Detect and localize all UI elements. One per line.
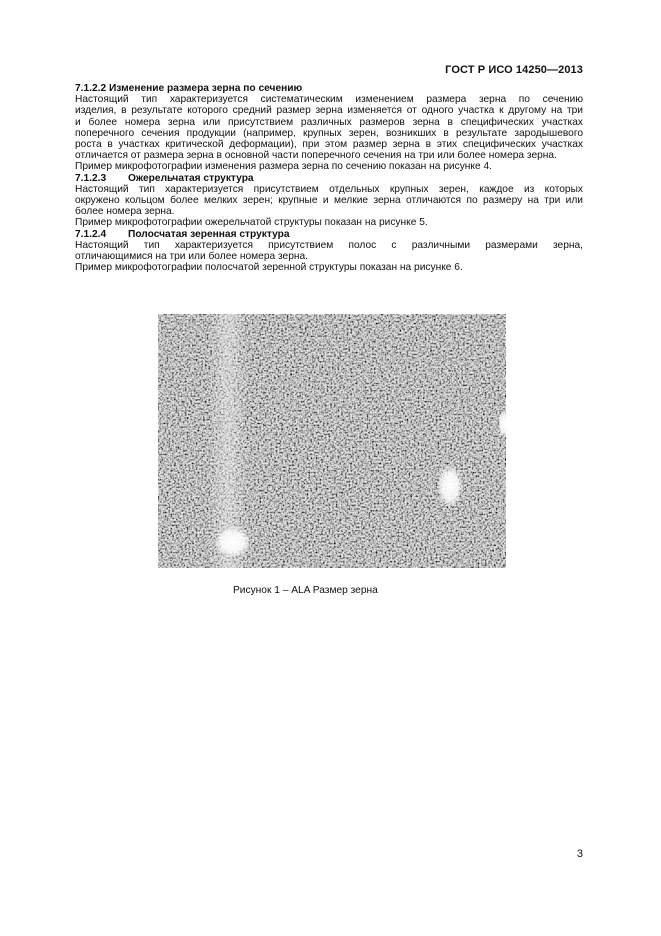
example-reference: Пример микрофотографии полосчатой зеренной структуры показан на рисунке 6. [75, 262, 463, 274]
paragraph-line: отличается от размера зерна в основной части поперечного сечения на три или более номера зерна. [75, 150, 557, 162]
figure-caption: Рисунок 1 – ALA Размер зерна [233, 585, 378, 596]
paragraph-line: отличающимися на три или более номера зерна. [75, 251, 308, 263]
body-text [75, 83, 583, 273]
example-reference: Пример микрофотографии изменения размера зерна по сечению показан на рисунке 4. [75, 161, 492, 173]
paragraph-line: Настоящий тип характеризуется присутствием отдельных крупных зерен, каждое из которых [75, 183, 583, 195]
paragraph-line: более номера зерна. [75, 206, 175, 218]
paragraph-line: поперечного сечения продукции (например, крупных зерен, возникших в результате зародышевого [75, 127, 583, 139]
example-reference: Пример микрофотографии ожерельчатой структуры показан на рисунке 5. [75, 217, 428, 229]
paragraph-line: окружено кольцом более мелких зерен; крупные и мелкие зерна отличаются по размеру на три или [75, 195, 583, 207]
section-heading-7122: 7.1.2.2 Изменение размера зерна по сечению [75, 83, 303, 94]
micrograph-image [158, 314, 506, 568]
paragraph-line: и более номера зерна или присутствием различных размеров зерна в специфических участках [75, 116, 583, 128]
paragraph-line: Настоящий тип характеризуется присутствием полос с различными размерами зерна, [75, 239, 583, 251]
section-heading-7123: 7.1.2.3 Ожерельчатая структура [75, 172, 254, 184]
paragraph-line: роста в участках критической деформации), при этом размер зерна в этих специфических участках [75, 139, 583, 151]
paragraph-line: изделия, в результате которого средний размер зерна изменяется от одного участка к другому на три [75, 105, 583, 117]
page-number: 3 [576, 848, 583, 860]
paragraph-line: Настоящий тип характеризуется систематическим изменением размера зерна по сечению [75, 94, 583, 106]
section-heading-7124: 7.1.2.4 Полосчатая зеренная структура [75, 228, 290, 240]
document-header: ГОСТ Р ИСО 14250—2013 [445, 64, 583, 76]
